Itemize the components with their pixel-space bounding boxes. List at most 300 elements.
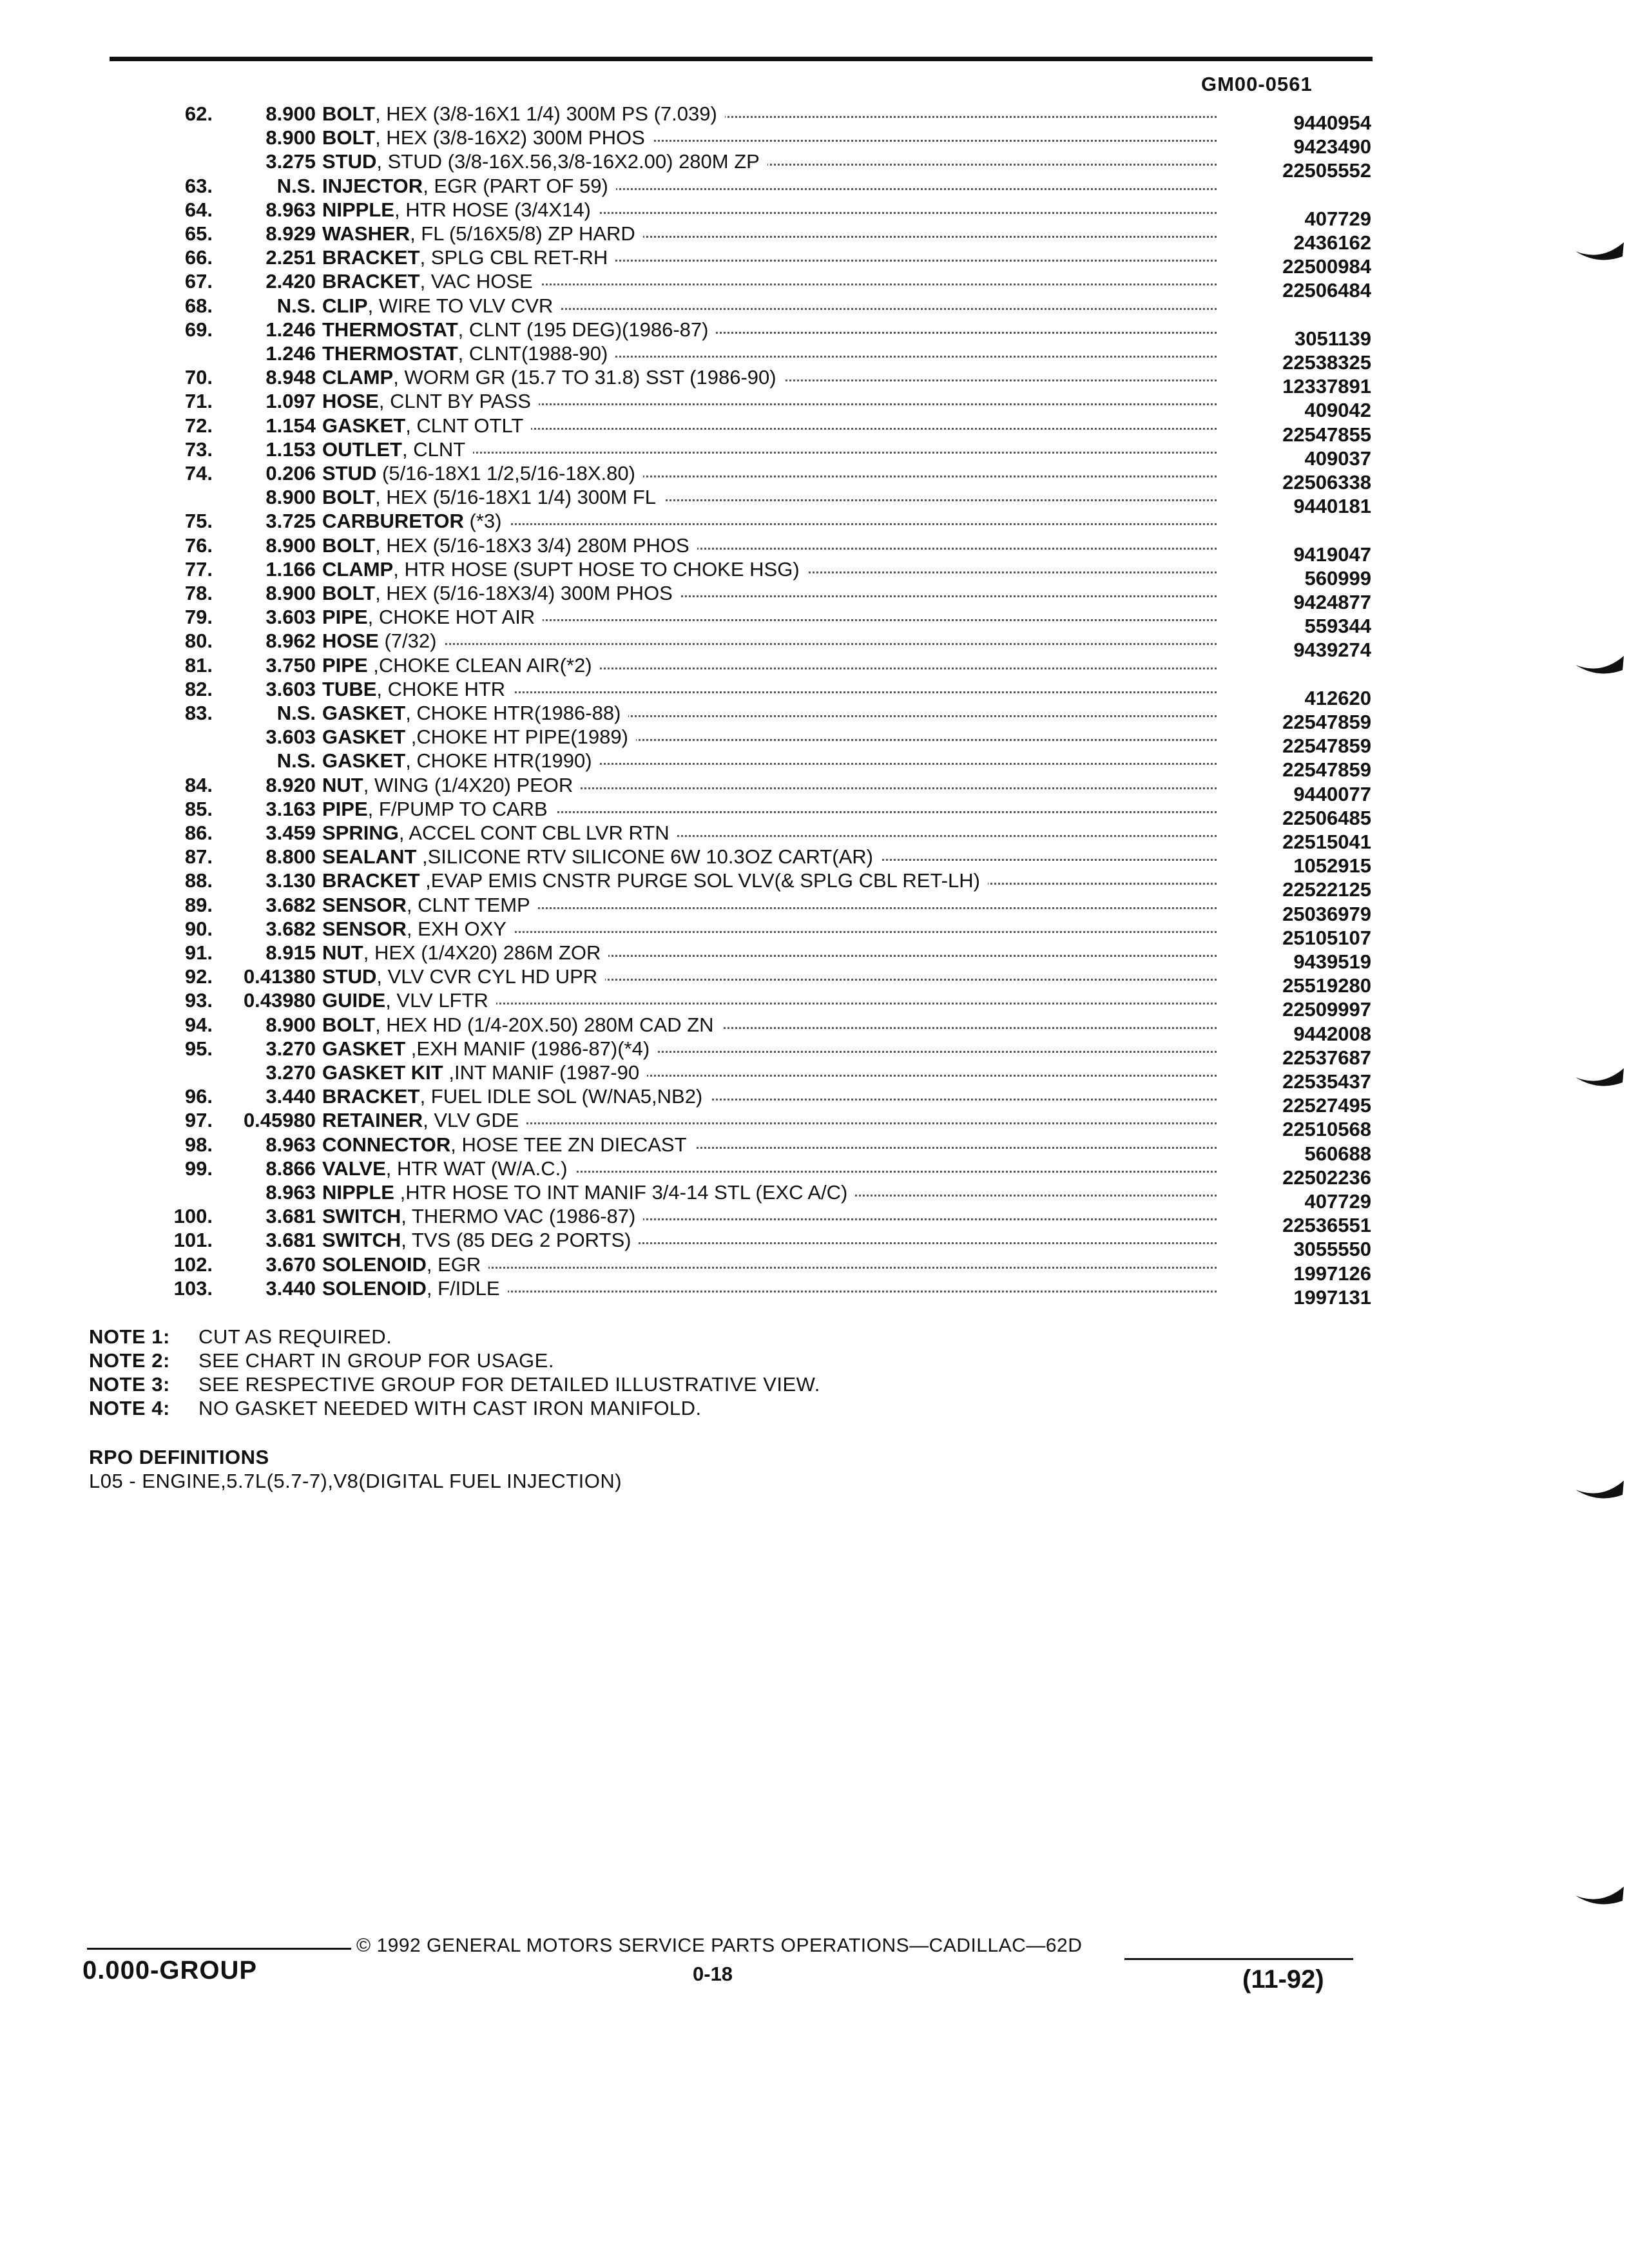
part-row xyxy=(0,869,1629,901)
part-row xyxy=(0,773,1629,805)
part-modifier: , STUD (3/8-16X.56,3/8-16X2.00) 280M ZP xyxy=(376,150,760,173)
part-row xyxy=(0,1013,1629,1045)
part-group-number: 3.130 xyxy=(265,869,316,892)
part-noun: GASKET xyxy=(322,726,406,749)
part-number: 22506338 xyxy=(1282,471,1371,494)
part-noun: GASKET xyxy=(322,749,406,773)
part-number: 560999 xyxy=(1304,566,1371,590)
part-modifier: , CLNT (195 DEG)(1986-87) xyxy=(458,318,709,341)
part-row xyxy=(0,1108,1629,1141)
part-item-number: 95. xyxy=(184,1037,213,1060)
part-number: 25519280 xyxy=(1282,974,1371,997)
part-modifier: , SPLG CBL RET-RH xyxy=(419,246,608,269)
part-item-number: 71. xyxy=(184,390,213,413)
part-noun: SOLENOID xyxy=(322,1253,427,1276)
part-description xyxy=(322,1253,488,1277)
part-number: 22537687 xyxy=(1282,1046,1371,1069)
part-number: 9440954 xyxy=(1293,111,1371,134)
part-modifier: , VLV GDE xyxy=(423,1109,519,1132)
binder-mark-icon xyxy=(1572,651,1629,680)
part-group-number: 0.206 xyxy=(265,462,316,485)
part-description xyxy=(322,917,514,941)
part-row xyxy=(0,725,1629,758)
part-number: 2436162 xyxy=(1293,231,1371,254)
part-description xyxy=(322,725,636,749)
part-description xyxy=(322,988,496,1013)
part-noun: GASKET KIT xyxy=(322,1061,443,1084)
part-description xyxy=(322,318,716,342)
part-description xyxy=(322,1108,526,1133)
part-group-number: N.S. xyxy=(276,294,316,317)
part-group-number: 1.246 xyxy=(265,342,316,365)
part-group-number: N.S. xyxy=(276,174,316,197)
part-noun: SPRING xyxy=(322,822,399,844)
part-item-number: 94. xyxy=(184,1013,213,1036)
part-description xyxy=(322,581,680,606)
part-description xyxy=(322,1228,639,1253)
copyright-text: © 1992 GENERAL MOTORS SERVICE PARTS OPERATIONS—CADILLAC—62D xyxy=(356,1935,1083,1956)
part-noun: BRACKET xyxy=(322,270,420,293)
part-number: 22538325 xyxy=(1282,351,1371,374)
part-row xyxy=(0,893,1629,925)
part-group-number: 2.420 xyxy=(265,270,316,293)
part-modifier: , CLNT BY PASS xyxy=(378,390,531,413)
part-number: 22502236 xyxy=(1282,1166,1371,1189)
part-modifier: , HTR HOSE (3/4X14) xyxy=(394,198,591,221)
part-modifier: , HTR WAT (W/A.C.) xyxy=(385,1157,568,1180)
part-number: 407729 xyxy=(1304,1190,1371,1213)
part-row xyxy=(0,749,1629,782)
part-row xyxy=(0,1157,1629,1189)
part-modifier: , CHOKE HTR(1990) xyxy=(405,749,592,773)
part-noun: BOLT xyxy=(322,533,376,557)
part-noun: CLAMP xyxy=(322,366,394,389)
part-number: 22510568 xyxy=(1282,1118,1371,1141)
part-description xyxy=(322,941,608,965)
part-group-number: 3.682 xyxy=(265,893,316,916)
part-row xyxy=(0,149,1629,182)
part-noun: WASHER xyxy=(322,222,410,245)
part-description xyxy=(322,461,643,486)
part-modifier: ,EXH MANIF (1986-87)(*4) xyxy=(405,1037,650,1060)
part-modifier: , HEX HD (1/4-20X.50) 280M CAD ZN xyxy=(375,1013,714,1036)
part-group-number: 8.963 xyxy=(265,1133,316,1156)
part-item-number: 99. xyxy=(184,1157,213,1180)
part-item-number: 82. xyxy=(184,677,213,700)
part-number: 3051139 xyxy=(1295,327,1371,350)
binder-mark-icon xyxy=(1572,1063,1629,1092)
note-text: NO GASKET NEEDED WITH CAST IRON MANIFOLD. xyxy=(198,1397,702,1419)
part-group-number: 3.682 xyxy=(265,917,316,940)
part-row xyxy=(0,1276,1629,1309)
part-number: 9439519 xyxy=(1293,950,1371,973)
part-description xyxy=(322,701,628,726)
part-item-number: 76. xyxy=(184,533,213,557)
part-number: 1997126 xyxy=(1293,1262,1371,1285)
part-group-number: 3.275 xyxy=(265,150,316,173)
part-noun: GASKET xyxy=(322,414,406,437)
part-item-number: 77. xyxy=(184,557,213,581)
rpo-definitions xyxy=(89,1445,622,1493)
part-modifier: , WORM GR (15.7 TO 31.8) SST (1986-90) xyxy=(393,366,776,389)
part-item-number: 103. xyxy=(173,1276,213,1300)
part-number: 22522125 xyxy=(1282,878,1371,901)
part-noun: BOLT xyxy=(322,582,376,604)
part-item-number: 80. xyxy=(184,629,213,653)
part-noun: BRACKET xyxy=(322,1085,420,1108)
part-description xyxy=(322,1180,855,1205)
part-description xyxy=(322,174,616,198)
part-modifier: , F/IDLE xyxy=(426,1276,500,1300)
part-item-number: 74. xyxy=(184,462,213,485)
part-row xyxy=(0,269,1629,302)
part-row xyxy=(0,365,1629,398)
part-item-number: 101. xyxy=(173,1229,213,1252)
part-modifier: , F/PUMP TO CARB xyxy=(367,797,548,820)
part-group-number: 2.251 xyxy=(265,246,316,269)
note-text: SEE RESPECTIVE GROUP FOR DETAILED ILLUSTRATIVE VIEW. xyxy=(198,1373,820,1396)
part-modifier: , CHOKE HTR xyxy=(376,677,506,700)
part-modifier: , CLNT TEMP xyxy=(406,893,530,916)
part-item-number: 91. xyxy=(184,941,213,964)
part-group-number: 8.915 xyxy=(265,941,316,964)
part-item-number: 87. xyxy=(184,845,213,869)
part-noun: SENSOR xyxy=(322,917,407,940)
part-item-number: 69. xyxy=(184,318,213,341)
part-description xyxy=(322,245,615,270)
part-number: 407729 xyxy=(1304,207,1371,230)
note-4 xyxy=(89,1396,820,1420)
part-noun: THERMOSTAT xyxy=(322,342,458,365)
part-noun: SOLENOID xyxy=(322,1276,427,1300)
note-1 xyxy=(89,1325,820,1349)
part-group-number: 3.270 xyxy=(265,1061,316,1084)
part-group-number: 3.681 xyxy=(265,1205,316,1228)
part-number: 22547859 xyxy=(1282,735,1371,758)
part-group-number: 3.603 xyxy=(265,677,316,700)
note-label: NOTE 2: xyxy=(89,1349,170,1372)
part-number: 409037 xyxy=(1304,447,1371,470)
part-row xyxy=(0,461,1629,494)
part-item-number: 72. xyxy=(184,414,213,437)
part-noun: OUTLET xyxy=(322,437,402,461)
part-row xyxy=(0,126,1629,159)
binder-mark-icon xyxy=(1572,237,1629,266)
part-modifier: , FUEL IDLE SOL (W/NA5,NB2) xyxy=(419,1085,703,1108)
part-item-number: 97. xyxy=(184,1109,213,1132)
part-modifier: , FL (5/16X5/8) ZP HARD xyxy=(410,222,635,245)
note-label: NOTE 1: xyxy=(89,1325,170,1348)
part-noun: SWITCH xyxy=(322,1205,401,1228)
part-row xyxy=(0,318,1629,350)
part-group-number: 8.920 xyxy=(265,773,316,796)
part-noun: HOSE xyxy=(322,629,379,653)
part-item-number: 92. xyxy=(184,965,213,988)
part-group-number: 8.900 xyxy=(265,582,316,604)
part-description xyxy=(322,821,677,845)
note-text: CUT AS REQUIRED. xyxy=(198,1325,392,1348)
part-number: 1997131 xyxy=(1293,1285,1371,1309)
part-description xyxy=(322,149,767,174)
part-modifier: , CLNT(1988-90) xyxy=(458,342,608,365)
part-number: 409042 xyxy=(1304,399,1371,422)
part-number: 22536551 xyxy=(1282,1214,1371,1237)
notes-section xyxy=(89,1325,820,1420)
note-2 xyxy=(89,1349,820,1372)
part-modifier: (5/16-18X1 1/2,5/16-18X.80) xyxy=(376,462,635,485)
revision-date: (11-92) xyxy=(1242,1965,1324,1994)
part-number: 560688 xyxy=(1304,1142,1371,1165)
part-description xyxy=(322,677,513,702)
part-row xyxy=(0,701,1629,733)
part-item-number: 100. xyxy=(173,1205,213,1228)
part-item-number: 65. xyxy=(184,222,213,245)
part-description xyxy=(322,653,600,678)
part-item-number: 73. xyxy=(184,437,213,461)
part-row xyxy=(0,1253,1629,1285)
part-noun: BOLT xyxy=(322,126,376,149)
part-description xyxy=(322,773,581,798)
part-group-number: 3.603 xyxy=(265,606,316,629)
part-group-number: 8.900 xyxy=(265,126,316,149)
part-noun: STUD xyxy=(322,150,377,173)
part-group-number: 8.900 xyxy=(265,1013,316,1036)
part-noun: CLIP xyxy=(322,294,368,317)
part-group-number: 8.963 xyxy=(265,198,316,221)
part-group-number: 3.750 xyxy=(265,653,316,677)
part-noun: INJECTOR xyxy=(322,174,423,197)
part-item-number: 85. xyxy=(184,797,213,820)
part-row xyxy=(0,1180,1629,1213)
note-text: SEE CHART IN GROUP FOR USAGE. xyxy=(198,1349,554,1372)
part-noun: TUBE xyxy=(322,677,377,700)
part-description xyxy=(322,365,784,390)
part-number: 9442008 xyxy=(1293,1022,1371,1045)
part-description xyxy=(322,414,531,438)
part-item-number: 75. xyxy=(184,510,213,533)
part-row xyxy=(0,437,1629,470)
part-modifier: , WING (1/4X20) PEOR xyxy=(363,773,574,796)
part-row xyxy=(0,198,1629,230)
part-noun: CONNECTOR xyxy=(322,1133,451,1156)
part-description xyxy=(322,437,473,462)
part-group-number: 8.866 xyxy=(265,1157,316,1180)
part-noun: STUD xyxy=(322,965,377,988)
document-id: GM00-0561 xyxy=(1201,73,1313,95)
part-row xyxy=(0,941,1629,973)
part-noun: HOSE xyxy=(322,390,379,413)
part-group-number: 8.900 xyxy=(265,533,316,557)
part-number: 22506484 xyxy=(1282,279,1371,302)
group-label: 0.000-GROUP xyxy=(82,1956,258,1984)
part-group-number: 3.670 xyxy=(265,1253,316,1276)
part-noun: BRACKET xyxy=(322,869,420,892)
part-description xyxy=(322,102,725,126)
part-description xyxy=(322,269,541,294)
part-number: 22505552 xyxy=(1282,159,1371,182)
part-group-number: 1.154 xyxy=(265,414,316,437)
part-description xyxy=(322,749,600,773)
part-group-number: 8.948 xyxy=(265,366,316,389)
part-group-number: 0.43980 xyxy=(243,989,316,1012)
part-group-number: 3.440 xyxy=(265,1276,316,1300)
part-noun: BOLT xyxy=(322,102,376,125)
part-description xyxy=(322,126,653,150)
part-row xyxy=(0,1084,1629,1117)
part-group-number: 3.725 xyxy=(265,510,316,533)
part-row xyxy=(0,509,1629,533)
part-description xyxy=(322,1204,643,1229)
part-noun: BOLT xyxy=(322,1013,376,1036)
part-group-number: 1.097 xyxy=(265,390,316,413)
part-group-number: 3.459 xyxy=(265,822,316,844)
note-3 xyxy=(89,1372,820,1396)
part-modifier: , HEX (5/16-18X1 1/4) 300M FL xyxy=(375,486,657,509)
binder-mark-icon xyxy=(1572,1881,1629,1910)
part-number: 22547859 xyxy=(1282,711,1371,733)
part-modifier: , HEX (5/16-18X3/4) 300M PHOS xyxy=(375,582,673,604)
part-row xyxy=(0,988,1629,1021)
part-row xyxy=(0,917,1629,949)
part-number: 412620 xyxy=(1304,686,1371,709)
part-item-number: 63. xyxy=(184,174,213,197)
part-item-number: 90. xyxy=(184,917,213,940)
part-description xyxy=(322,869,988,893)
part-row xyxy=(0,581,1629,613)
part-description xyxy=(322,1037,657,1061)
part-noun: SENSOR xyxy=(322,893,407,916)
part-number: 9419047 xyxy=(1293,543,1371,566)
part-group-number: 8.900 xyxy=(265,102,316,125)
note-label: NOTE 4: xyxy=(89,1397,170,1419)
part-row xyxy=(0,629,1629,662)
part-modifier: , ACCEL CONT CBL LVR RTN xyxy=(398,822,670,844)
part-group-number: 3.603 xyxy=(265,726,316,749)
part-number: 9440077 xyxy=(1293,782,1371,805)
part-description xyxy=(322,1133,695,1157)
part-description xyxy=(322,557,807,582)
part-noun: SWITCH xyxy=(322,1229,401,1252)
part-modifier: , VLV LFTR xyxy=(385,989,488,1012)
part-modifier: , HTR HOSE (SUPT HOSE TO CHOKE HSG) xyxy=(393,557,800,581)
part-number: 22535437 xyxy=(1282,1070,1371,1093)
part-group-number: 0.41380 xyxy=(243,965,316,988)
part-modifier: , CLNT xyxy=(402,437,466,461)
part-row xyxy=(0,821,1629,853)
part-row xyxy=(0,414,1629,446)
part-noun: BOLT xyxy=(322,486,376,509)
part-number: 22506485 xyxy=(1282,806,1371,829)
part-item-number: 86. xyxy=(184,822,213,844)
part-noun: VALVE xyxy=(322,1157,386,1180)
part-description xyxy=(322,222,643,246)
part-row xyxy=(0,102,1629,134)
part-description xyxy=(322,485,664,510)
part-group-number: N.S. xyxy=(276,749,316,773)
part-description xyxy=(322,389,539,414)
part-row xyxy=(0,1037,1629,1069)
part-number: 22515041 xyxy=(1282,831,1371,853)
top-rule xyxy=(110,57,1373,61)
part-item-number: 67. xyxy=(184,270,213,293)
part-row xyxy=(0,245,1629,278)
part-description xyxy=(322,1276,508,1301)
part-row xyxy=(0,605,1629,638)
part-item-number: 102. xyxy=(173,1253,213,1276)
part-description xyxy=(322,294,561,318)
part-row xyxy=(0,389,1629,422)
part-row xyxy=(0,1228,1629,1261)
part-number: 9424877 xyxy=(1293,591,1371,613)
part-item-number: 64. xyxy=(184,198,213,221)
part-number: 9439274 xyxy=(1293,639,1371,662)
part-modifier: , VLV CVR CYL HD UPR xyxy=(376,965,598,988)
part-group-number: N.S. xyxy=(276,702,316,724)
part-group-number: 3.270 xyxy=(265,1037,316,1060)
part-group-number: 3.681 xyxy=(265,1229,316,1252)
part-row xyxy=(0,1133,1629,1165)
part-item-number: 70. xyxy=(184,366,213,389)
part-modifier: ,SILICONE RTV SILICONE 6W 10.3OZ CART(AR) xyxy=(416,845,873,869)
part-modifier: ,HTR HOSE TO INT MANIF 3/4-14 STL (EXC A/C) xyxy=(394,1181,848,1204)
part-number: 9423490 xyxy=(1293,135,1371,159)
part-row xyxy=(0,1204,1629,1237)
part-modifier: ,INT MANIF (1987-90 xyxy=(443,1061,640,1084)
part-item-number: 66. xyxy=(184,246,213,269)
footer-rule-left xyxy=(87,1948,351,1950)
part-modifier: , HEX (1/4X20) 286M ZOR xyxy=(363,941,601,964)
part-description xyxy=(322,1157,575,1181)
part-number: 22500984 xyxy=(1282,255,1371,278)
part-item-number: 98. xyxy=(184,1133,213,1156)
part-item-number: 88. xyxy=(184,869,213,892)
part-modifier: , HEX (3/8-16X1 1/4) 300M PS (7.039) xyxy=(375,102,717,125)
part-group-number: 8.900 xyxy=(265,486,316,509)
part-number: 1052915 xyxy=(1293,854,1371,878)
part-modifier: , WIRE TO VLV CVR xyxy=(367,294,554,317)
part-row xyxy=(0,965,1629,997)
part-number: 25105107 xyxy=(1282,926,1371,949)
part-row xyxy=(0,294,1629,318)
part-modifier: (7/32) xyxy=(378,629,437,653)
part-row xyxy=(0,653,1629,678)
part-item-number: 96. xyxy=(184,1085,213,1108)
part-group-number: 1.153 xyxy=(265,437,316,461)
part-item-number: 78. xyxy=(184,582,213,604)
part-row xyxy=(0,533,1629,566)
part-item-number: 81. xyxy=(184,653,213,677)
part-item-number: 84. xyxy=(184,773,213,796)
part-item-number: 68. xyxy=(184,294,213,317)
dot-leader xyxy=(329,643,1217,645)
part-modifier: , EXH OXY xyxy=(406,917,506,940)
part-noun: NUT xyxy=(322,941,363,964)
part-number: 22509997 xyxy=(1282,998,1371,1021)
part-description xyxy=(322,509,509,533)
part-noun: NIPPLE xyxy=(322,198,394,221)
part-group-number: 8.962 xyxy=(265,629,316,653)
part-description xyxy=(322,198,599,222)
part-noun: GUIDE xyxy=(322,989,386,1012)
part-item-number: 62. xyxy=(184,102,213,125)
part-group-number: 0.45980 xyxy=(243,1109,316,1132)
part-noun: BRACKET xyxy=(322,246,420,269)
part-description xyxy=(322,341,615,366)
part-noun: RETAINER xyxy=(322,1109,423,1132)
part-group-number: 3.163 xyxy=(265,797,316,820)
rpo-definition: L05 - ENGINE,5.7L(5.7-7),V8(DIGITAL FUEL INJECTION) xyxy=(89,1470,622,1492)
part-description xyxy=(322,965,605,989)
